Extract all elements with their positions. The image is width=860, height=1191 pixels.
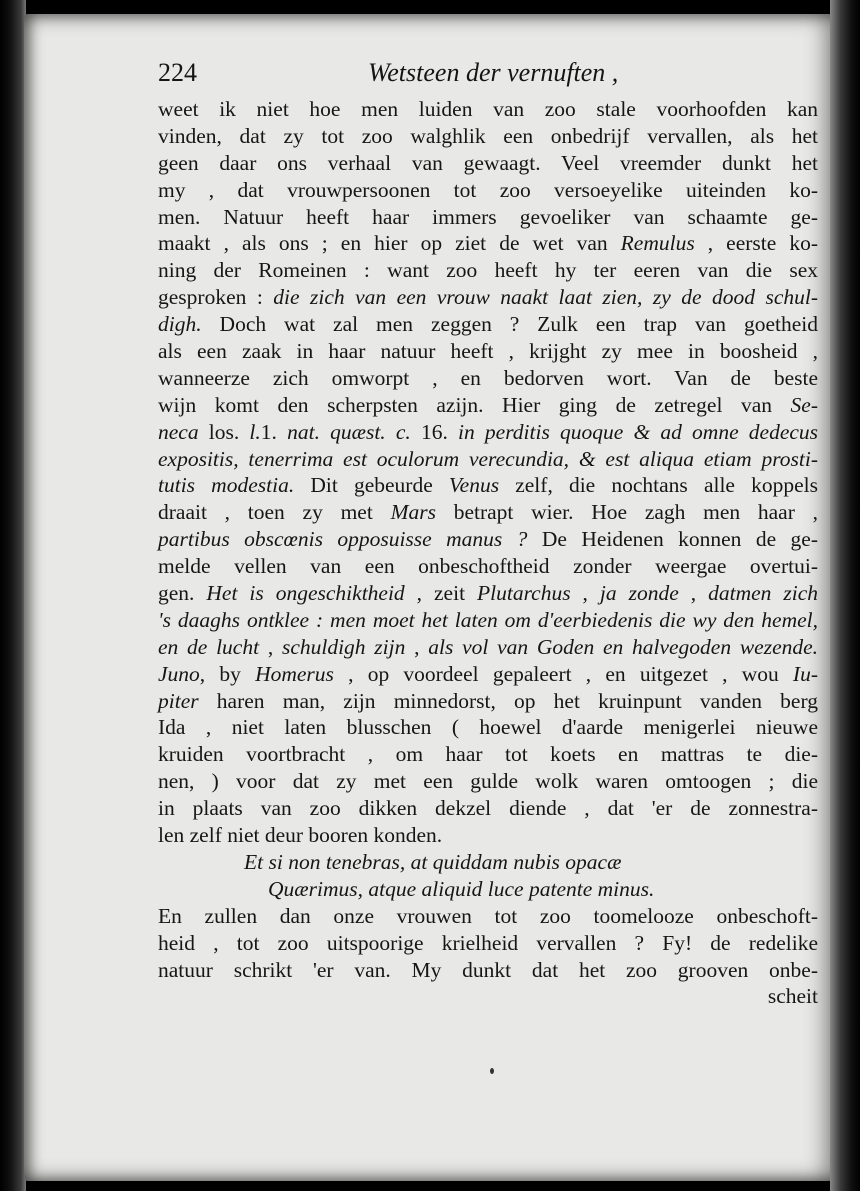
text-line (158, 311, 818, 338)
italic-text-run: tutis modestia. (158, 473, 295, 498)
italic-text-run: 's daaghs ontklee : men moet het laten om d'eerbiedenis die wy den hemel, (158, 607, 818, 632)
text-run: En zullen dan onze vrouwen tot zoo toomelooze onbeschoft- (158, 903, 818, 928)
text-line (158, 177, 818, 204)
text-line (158, 768, 818, 795)
text-run: scheit (767, 984, 818, 1009)
text-line (158, 284, 818, 311)
page-header (158, 58, 818, 94)
text-run: zelf, die nochtans alle koppels (499, 473, 819, 498)
text-run: Doch wat zal men zeggen ? Zulk een trap van goetheid (201, 312, 818, 337)
text-line (158, 472, 818, 499)
italic-text-run: Mars (390, 500, 436, 525)
italic-text-run: Juno (158, 661, 200, 686)
text-run: , (405, 634, 429, 659)
text-run: Ida , niet laten blusschen ( hoewel d'aarde menigerlei nieuwe (158, 715, 818, 740)
italic-text-run: Homerus (255, 661, 334, 686)
text-line (158, 714, 818, 741)
book-spine-shadow (0, 0, 26, 1191)
text-run: geen daar ons verhaal van gewaagt. Veel vreemder dunkt het (158, 150, 818, 175)
text-line (158, 661, 818, 688)
italic-text-run: Het is ongeschiktheid (206, 581, 405, 606)
text-line (158, 257, 818, 284)
italic-text-run: die zich van een vrouw naakt laat zien, zy de dood schul- (273, 285, 818, 310)
text-run: wijn komt den scherpsten azijn. Hier ging de zetregel van (158, 392, 791, 417)
text-run: men. Natuur heeft haar immers gevoeliker van schaamte ge- (158, 204, 818, 229)
text-run: nen, ) voor dat zy met een gulde wolk waren omtoogen ; die (158, 769, 818, 794)
text-line (158, 446, 818, 473)
italic-text-run: ja zonde (599, 581, 679, 606)
italic-text-run: als vol van Goden en halvegoden wezende. (428, 634, 819, 659)
italic-text-run: neca (158, 419, 199, 444)
text-line (158, 150, 818, 177)
text-line (158, 688, 818, 715)
text-line (158, 419, 818, 446)
text-line (158, 392, 818, 419)
text-line (158, 849, 818, 876)
italic-text-run: Quærimus, atque aliquid luce patente minus. (268, 876, 655, 901)
text-line (158, 526, 818, 553)
text-line (158, 930, 818, 957)
italic-text-run: Et si non tenebras, at quiddam nubis opacæ (244, 849, 622, 874)
italic-text-run: Plutarchus (477, 581, 571, 606)
italic-text-run: partibus obscœnis opposuisse manus ? (158, 527, 528, 552)
page-edge-shadow (830, 0, 860, 1191)
text-line (158, 983, 818, 1010)
text-run: 16. (410, 419, 459, 444)
text-run: , zeit (404, 581, 478, 606)
text-line (158, 903, 818, 930)
text-line (158, 634, 818, 661)
text-line (158, 607, 818, 634)
text-line (158, 204, 818, 231)
text-run: , (678, 581, 709, 606)
text-run: De Heidenen konnen de ge- (527, 527, 818, 552)
text-run: haren man, zijn minnedorst, op het kruinpunt vanden berg (198, 688, 818, 713)
text-run: len zelf niet deur booren konden. (158, 823, 443, 848)
italic-text-run: nat. quæst. c. (287, 419, 411, 444)
text-line (158, 795, 818, 822)
text-line (158, 580, 818, 607)
text-line (158, 822, 818, 849)
text-line (158, 365, 818, 392)
italic-text-run: Iu- (792, 661, 818, 686)
text-run: , (259, 634, 282, 659)
text-run: , eerste ko- (694, 231, 818, 256)
text-run: ning der Romeinen : want zoo heeft hy ter eeren van die sex (158, 258, 818, 283)
text-line (158, 741, 818, 768)
italic-text-run: datmen zich (708, 581, 818, 606)
text-run: Dit gebeurde (294, 473, 449, 498)
text-run: , by (199, 661, 256, 686)
text-run: gen. (158, 581, 207, 606)
text-line (158, 876, 818, 903)
italic-text-run: Se- (790, 392, 818, 417)
text-run: , (570, 581, 600, 606)
italic-text-run: Venus (448, 473, 500, 498)
italic-text-run: schuldigh zijn (281, 634, 406, 659)
text-run: wanneerze zich omworpt , en bedorven wort. Van de beste (158, 365, 818, 390)
text-line (158, 499, 818, 526)
text-run: weet ik niet hoe men luiden van zoo stale voorhoofden kan (158, 97, 818, 121)
italic-text-run: expositis, tenerrima est oculorum verecundia, & est aliqua etiam prosti- (158, 446, 818, 471)
text-run: melde vellen van een onbeschoftheid zonder weergae overtui- (158, 554, 818, 579)
running-head: Wetsteen der vernuften , (368, 58, 619, 87)
text-run: maakt , als ons ; en hier op ziet de wet van (158, 231, 621, 256)
text-line (158, 230, 818, 257)
text-run: draait , toen zy met (158, 500, 391, 525)
text-run: als een zaak in haar natuur heeft , krijght zy mee in boosheid , (158, 339, 818, 364)
italic-text-run: en de lucht (158, 634, 260, 659)
italic-text-run: in perditis quoque & ad omne dedecus (458, 419, 819, 444)
text-run: gesproken : (158, 285, 274, 310)
text-line (158, 957, 818, 984)
text-line (158, 553, 818, 580)
text-run: in plaats van zoo dikken dekzel diende , dat 'er de zonnestra- (158, 796, 818, 821)
ink-speck (490, 1068, 494, 1074)
page-body-text (158, 96, 818, 1010)
text-run: heid , tot zoo uitspoorige krielheid vervallen ? Fy! de redelike (158, 930, 818, 955)
text-run: my , dat vrouwpersoonen tot zoo versoeyelike uiteinden ko- (158, 177, 818, 202)
text-run: natuur schrikt 'er van. My dunkt dat het zoo grooven onbe- (158, 957, 818, 982)
text-run: vinden, dat zy tot zoo walghlik een onbedrijf vervallen, als het (158, 123, 818, 148)
text-run: , op voordeel gepaleert , en uitgezet , wou (333, 661, 793, 686)
italic-text-run: l. (249, 419, 261, 444)
italic-text-run: Remulus (620, 231, 695, 256)
text-run: los. (198, 419, 250, 444)
text-run: 1. (260, 419, 288, 444)
text-run: kruiden voortbracht , om haar tot koets en mattras te die- (158, 742, 818, 767)
italic-text-run: digh. (158, 312, 202, 337)
italic-text-run: piter (158, 688, 199, 713)
text-line (158, 123, 818, 150)
text-line (158, 96, 818, 123)
page-number: 224 (158, 58, 197, 87)
text-run: betrapt wier. Hoe zagh men haar , (435, 500, 819, 525)
text-line (158, 338, 818, 365)
